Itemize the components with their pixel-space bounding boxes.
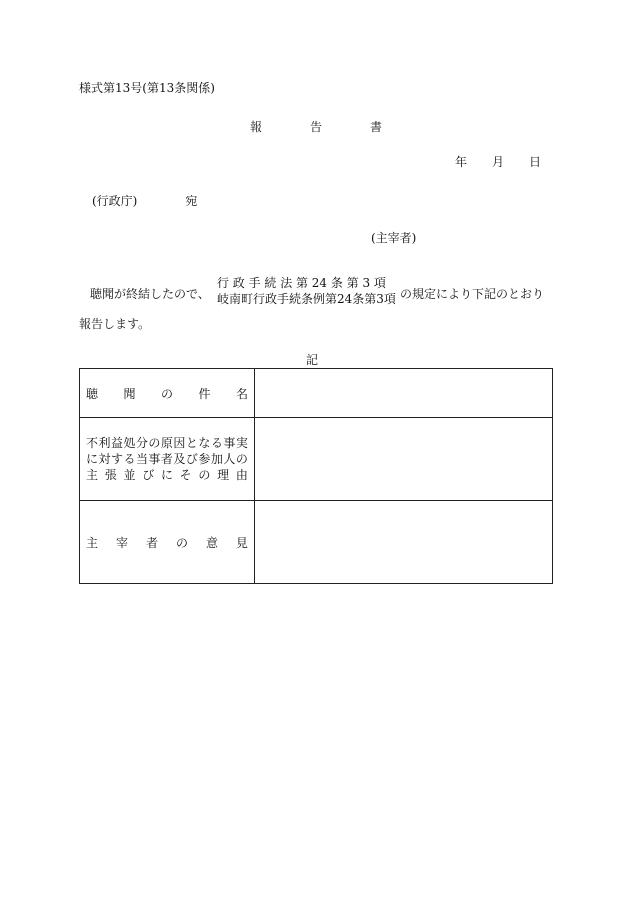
label-char: 意: [205, 535, 218, 550]
label-char: 事: [223, 436, 236, 450]
label-char: 参: [198, 452, 211, 466]
label-char: 益: [110, 436, 123, 450]
law-line-1: [217, 275, 386, 291]
label-char: の: [148, 436, 161, 450]
label-char: 不: [86, 436, 99, 450]
label-char: 実: [235, 436, 248, 450]
label-char: 及: [173, 452, 186, 466]
claims-label-line: [86, 451, 248, 467]
label-char: の: [160, 386, 173, 401]
label-char: び: [185, 452, 198, 466]
label-char: 者: [145, 535, 158, 550]
claims-label-line: [86, 435, 248, 451]
label-char: 見: [235, 535, 248, 550]
table-row: [80, 369, 553, 418]
addressee-suffix: 宛: [185, 194, 198, 208]
law-char: 条: [330, 276, 343, 290]
law-reference: [217, 275, 396, 307]
date-year: 年: [455, 155, 468, 169]
label-char: の: [175, 535, 188, 550]
label-char: 由: [235, 468, 248, 482]
label-char: 理: [217, 468, 230, 482]
hearing-subject-value[interactable]: [255, 369, 553, 418]
label-char: と: [185, 436, 198, 450]
organizer-opinion-value[interactable]: [255, 501, 553, 584]
label-char: る: [210, 436, 223, 450]
label-char: 件: [198, 386, 211, 401]
law-char: 24: [311, 276, 328, 290]
label-char: の: [235, 452, 248, 466]
legal-basis-paragraph: [90, 275, 560, 307]
date-line: [455, 156, 541, 168]
label-char: 対: [98, 452, 111, 466]
law-char: 手: [248, 276, 261, 290]
body-trail: の規定により下記のとおり: [400, 287, 545, 301]
ki-heading: 記: [306, 353, 319, 367]
organizer-label: (主宰者): [371, 231, 417, 245]
hearing-subject-label: [80, 369, 255, 418]
body-lead: 聴聞が終結したので、: [90, 287, 210, 301]
law-char: 3: [362, 276, 371, 290]
document-title: [250, 121, 382, 133]
label-char: 利: [98, 436, 111, 450]
title-char-3: 書: [370, 120, 383, 134]
label-char: 張: [104, 468, 117, 482]
label-char: び: [142, 468, 155, 482]
law-char: 政: [232, 276, 245, 290]
addressee: [92, 195, 197, 207]
label-char: 処: [123, 436, 136, 450]
label-char: 分: [135, 436, 148, 450]
organizer-opinion-label: [80, 501, 255, 584]
label-char: 主: [86, 468, 99, 482]
label-char: 宰: [115, 535, 128, 550]
date-month: 月: [492, 155, 505, 169]
law-char: 第: [295, 276, 308, 290]
label-char: な: [198, 436, 211, 450]
law-char: 法: [280, 276, 293, 290]
label-char: 人: [223, 452, 236, 466]
label-char: 聞: [123, 386, 136, 401]
label-char: 事: [148, 452, 161, 466]
claims-label: [80, 418, 255, 501]
law-char: 項: [373, 276, 386, 290]
table-row: [80, 501, 553, 584]
claims-value[interactable]: [255, 418, 553, 501]
label-char: そ: [179, 468, 192, 482]
law-char: 続: [264, 276, 277, 290]
claims-label-line: [86, 467, 248, 483]
label-char: に: [86, 452, 99, 466]
title-char-2: 告: [310, 120, 323, 134]
form-number: 様式第13号(第13条関係): [79, 81, 215, 95]
label-char: 並: [123, 468, 136, 482]
label-char: 因: [173, 436, 186, 450]
label-char: に: [160, 468, 173, 482]
label-char: 加: [210, 452, 223, 466]
label-char: 原: [160, 436, 173, 450]
date-day: 日: [529, 155, 542, 169]
table-row: [80, 418, 553, 501]
label-char: 聴: [86, 386, 99, 401]
law-line-2: 岐南町行政手続条例第24条第3項: [217, 292, 396, 306]
label-char: 名: [235, 386, 248, 401]
label-char: 主: [86, 535, 99, 550]
report-line: 報告します。: [79, 317, 151, 331]
law-char: 行: [217, 276, 230, 290]
label-char: す: [110, 452, 123, 466]
label-char: 当: [135, 452, 148, 466]
report-table: [79, 368, 553, 584]
title-char-1: 報: [250, 120, 263, 134]
label-char: 者: [160, 452, 173, 466]
label-char: の: [198, 468, 211, 482]
addressee-authority: (行政庁): [92, 194, 138, 208]
label-char: る: [123, 452, 136, 466]
law-char: 第: [346, 276, 359, 290]
